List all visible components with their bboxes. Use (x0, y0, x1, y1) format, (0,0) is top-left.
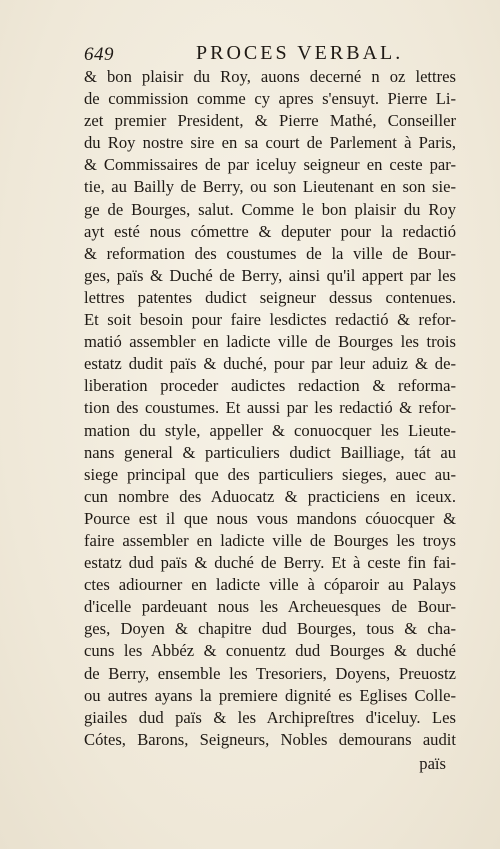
text-line: de Berry, ensemble les Tresoriers, Doyens, Preuostz (84, 663, 456, 683)
text-line: giailes dud païs & les Archipreſtres d'iceluy. Les (84, 707, 456, 727)
text-line: estatz dudit païs & duché, pour par leur aduiz & de- (84, 354, 456, 374)
text-line: cun nombre des Aduocatz & practiciens en iceux. (84, 486, 456, 506)
text-line: Cótes, Barons, Seigneurs, Nobles demourans audit (84, 729, 456, 749)
text-line: Et soit besoin pour faire lesdictes redactió & refor- (84, 310, 456, 330)
text-line: tie, au Bailly de Berry, ou son Lieutenant en son sie- (84, 177, 456, 197)
running-head: PROCES VERBAL. (196, 42, 404, 64)
page-number: 649 (84, 44, 114, 65)
text-line: lettres patentes dudict seigneur dessus contenues. (84, 287, 456, 307)
text-line: ctes adiourner en ladicte ville à cóparoir au Palays (84, 575, 456, 595)
text-line: ges, païs & Duché de Berry, ainsi qu'il appert par les (84, 265, 456, 285)
text-line: d'icelle pardeuant nous les Archeuesques de Bour- (84, 597, 456, 617)
catchword: païs (419, 754, 446, 773)
text-line: mation du stylе, appeller & conuocquer les Lieute- (84, 420, 456, 440)
text-line: tion des coustumes. Et aussi par les redactió & refor- (84, 398, 456, 418)
text-line: ges, Doyen & chapitre dud Bourges, tous & cha- (84, 619, 456, 639)
text-line: ayt esté nous cómettre & deputer pour la redactió (84, 221, 456, 241)
body-text (84, 66, 456, 751)
text-line: estatz dud païs & duché de Berry. Et à ceste fin fai- (84, 553, 456, 573)
text-line: & reformation des coustumes de la ville de Bour- (84, 243, 456, 263)
text-line: du Roy nostre sire en sa court de Parlement à Paris, (84, 133, 456, 153)
text-line: Pource est il que nous vous mandons cóuocquer & (84, 508, 456, 528)
text-line: faire assembler en ladicte ville de Bourges les troys (84, 530, 456, 550)
text-line: matió assembler en ladicte ville de Bourges les trois (84, 332, 456, 352)
page-header (84, 42, 484, 68)
text-line: & Commissaires de par iceluy seigneur en ceste par- (84, 155, 456, 175)
text-line: siege principal que des particuliers sieges, auec au- (84, 464, 456, 484)
text-line: ge de Bourges, salut. Comme le bon plaisir du Roy (84, 199, 456, 219)
text-line: ou autres ayans la premiere dignité es Eglises Colle- (84, 685, 456, 705)
text-line: liberation proceder audictes redaction & reforma- (84, 376, 456, 396)
text-line: cuns les Abbéz & conuentz dud Bourges & duché (84, 641, 456, 661)
text-line: zet premier President, & Pierre Mathé, Conseiller (84, 111, 456, 131)
text-line: de commission comme cy apres s'ensuyt. Pierre Li- (84, 89, 456, 109)
text-line: nans general & particuliers dudict Bailliage, tát au (84, 442, 456, 462)
text-line: & bon plaisir du Roy, auons decerné n oz lettres (84, 67, 456, 86)
